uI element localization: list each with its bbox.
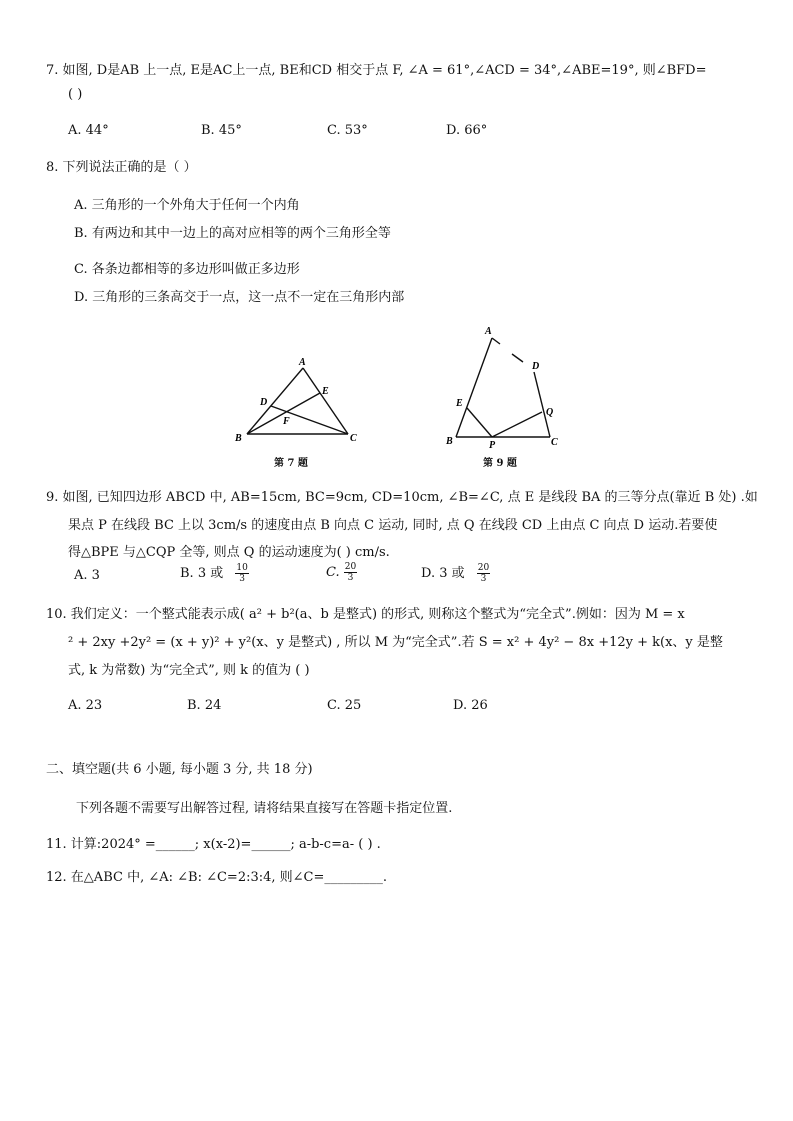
q9-option-b-fraction [235,563,248,584]
q9-option-b [180,562,249,584]
segment-be [247,393,320,434]
q8-option-c: C. 各条边都相等的多边形叫做正多边形 [74,262,300,277]
q9-option-c-prefix: C. [326,565,340,580]
label-d: D [532,361,540,372]
q9-stem-line1: 9. 如图, 已知四边形 ABCD 中, AB=15cm, BC=9cm, CD=10cm, ∠B=∠C, 点 E 是线段 BA 的三等分点(靠近 B 处) .如 [46,490,758,505]
q7-option-c: C. 53° [327,123,368,138]
q9-option-c-numerator: 20 [344,562,357,572]
q9-option-b-denominator: 3 [239,574,245,584]
label-d: D [260,397,268,408]
q10-stem-line3: 式, k 为常数) 为“完全式”, 则 k 的值为 ( ) [68,663,310,678]
q8-option-b: B. 有两边和其中一边上的高对应相等的两个三角形全等 [74,226,391,241]
q8-stem: 8. 下列说法正确的是（ ） [46,160,197,175]
figure-7-caption: 第 7 题 [274,458,308,469]
q9-option-c-fraction [344,562,357,583]
segment-ac [303,368,348,434]
q9-option-c-denominator: 3 [347,573,354,583]
segment-ad-stub-2 [512,354,523,362]
q10-option-a: A. 23 [68,698,103,713]
q9-option-d-fraction [477,563,490,584]
q7-option-a: A. 44° [68,123,109,138]
q11-text: 11. 计算:2024° =______; x(x-2)=______; a-b-c=a- ( ) . [46,837,381,852]
q12-text: 12. 在△ABC 中, ∠A: ∠B: ∠C=2:3:4, 则∠C=_________. [46,870,388,885]
q9-stem-line2: 果点 P 在线段 BC 上以 3cm/s 的速度由点 B 向点 C 运动, 同时, 点 Q 在线段 CD 上由点 C 向点 D 运动.若要使 [68,518,718,533]
q10-stem-line2: ² + 2xy +2y² = (x + y)² + y²(x、y 是整式) , 所以 M 为“完全式”.若 S = x² + 4y² − 8x +12y + k(x、y 是整 [68,635,723,650]
label-p: P [489,440,496,450]
q9-option-a: A. 3 [74,568,100,583]
q7-option-b: B. 45° [201,123,242,138]
segment-pq [492,412,542,437]
q9-option-b-numerator: 10 [236,563,248,573]
segment-ep [467,408,492,437]
label-a: A [299,357,306,368]
figure-9-quadrilateral [440,320,570,450]
q10-option-c: C. 25 [327,698,362,713]
q9-option-c [326,562,357,583]
q7-option-d: D. 66° [446,123,488,138]
label-c: C [350,433,357,444]
figure-9-caption: 第 9 题 [483,458,517,469]
q7-stem: 7. 如图, D是AB 上一点, E是AC上一点, BE和CD 相交于点 F, ∠A = 61°,∠ACD = 34°,∠ABE=19°, 则∠BFD= [46,63,707,78]
segment-ab [247,368,303,434]
q10-option-d: D. 26 [453,698,488,713]
q7-answer-paren: ( ) [68,87,83,102]
q9-option-d-prefix: D. 3 或 [421,566,465,581]
label-b: B [446,436,453,447]
q10-option-b: B. 24 [187,698,222,713]
q9-stem-line3: 得△BPE 与△CQP 全等, 则点 Q 的运动速度为( ) cm/s. [68,545,390,560]
label-a: A [485,326,492,337]
section-2-instruction: 下列各题不需要写出解答过程, 请将结果直接写在答题卡指定位置. [76,801,453,816]
label-c: C [551,437,558,448]
segment-ad-stub-1 [492,338,500,344]
label-b: B [235,433,242,444]
section-2-heading: 二、填空题(共 6 小题, 每小题 3 分, 共 18 分) [46,762,313,777]
q8-option-d: D. 三角形的三条高交于一点，这一点不一定在三角形内部 [74,290,405,305]
label-q: Q [546,407,554,418]
q9-option-d-numerator: 20 [477,563,490,573]
label-e: E [456,398,463,409]
q9-option-b-prefix: B. 3 或 [180,566,224,581]
q8-option-a: A. 三角形的一个外角大于任何一个内角 [74,198,300,213]
q9-option-d-denominator: 3 [480,574,487,584]
label-f: F [283,416,290,427]
figure-7-triangle [225,352,365,452]
label-e: E [322,386,329,397]
q9-option-d [421,562,490,584]
q10-stem-line1: 10. 我们定义：一个整式能表示成( a² + b²(a、b 是整式) 的形式, 则称这个整式为“完全式”.例如：因为 M = x [46,607,685,622]
segment-ab [456,338,492,437]
segment-cd [534,372,550,437]
